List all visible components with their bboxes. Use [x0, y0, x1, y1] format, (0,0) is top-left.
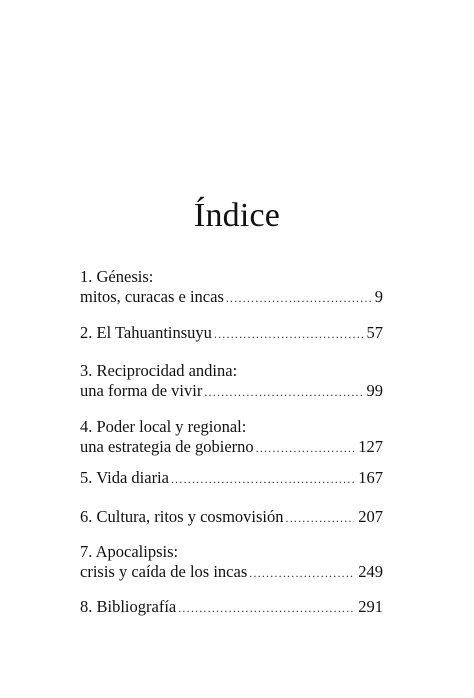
toc-entry-heading — [80, 267, 383, 287]
toc-page-number: 249 — [358, 561, 383, 581]
toc-entry-line — [80, 287, 383, 309]
toc-entry-heading — [80, 542, 383, 562]
dot-leader — [226, 289, 371, 309]
toc-entry-heading — [80, 361, 383, 381]
dot-leader — [286, 509, 355, 529]
toc-page-number: 207 — [358, 507, 383, 526]
dot-leader — [256, 439, 355, 459]
toc-entry-subtitle: una estrategia de gobierno — [80, 436, 254, 456]
toc-entry-subtitle: una forma de vivir — [80, 380, 203, 400]
toc-page-number: 127 — [358, 436, 383, 456]
dot-leader — [249, 564, 354, 584]
toc-page-number: 9 — [374, 286, 383, 306]
toc-entry-subtitle: mitos, curacas e incas — [80, 286, 224, 306]
toc-entry-5 — [80, 468, 383, 490]
toc-entry-6 — [80, 507, 383, 529]
toc-entry-line — [80, 323, 383, 345]
toc-entry-title: 3. Reciprocidad andina: — [80, 361, 238, 380]
toc-entry-line — [80, 562, 383, 584]
toc-entry-title: 1. Génesis: — [80, 267, 154, 286]
toc-entry-4 — [80, 417, 383, 458]
toc-entry-title: 4. Poder local y regional: — [80, 417, 247, 436]
toc-entry-line — [80, 507, 383, 529]
toc-page-number: 291 — [358, 597, 383, 616]
dot-leader — [178, 599, 354, 619]
dot-leader — [214, 325, 363, 345]
toc-entry-title: 7. Apocalipsis: — [80, 542, 179, 561]
toc-entry-title: 6. Cultura, ritos y cosmovisión — [80, 507, 284, 526]
dot-leader — [204, 383, 362, 403]
toc-entry-title: 8. Bibliografía — [80, 597, 177, 616]
toc-entry-subtitle: crisis y caída de los incas — [80, 561, 248, 581]
dot-leader — [171, 470, 354, 490]
toc-page-number: 167 — [358, 468, 383, 487]
toc-entry-1 — [80, 267, 383, 308]
toc-entry-line — [80, 597, 383, 619]
toc-entry-line — [80, 437, 383, 459]
toc-entry-3 — [80, 361, 383, 402]
toc-entry-2 — [80, 323, 383, 345]
toc-page-number: 57 — [366, 323, 383, 342]
toc-entry-7 — [80, 542, 383, 583]
page-title: Índice — [193, 197, 281, 234]
toc-page-number: 99 — [366, 380, 383, 400]
toc-entry-line — [80, 468, 383, 490]
toc-entry-line — [80, 381, 383, 403]
toc-entry-title: 5. Vida diaria — [80, 468, 169, 487]
toc-entry-heading — [80, 417, 383, 437]
toc-entry-title: 2. El Tahuantinsuyu — [80, 323, 212, 342]
toc-entry-8 — [80, 597, 383, 619]
